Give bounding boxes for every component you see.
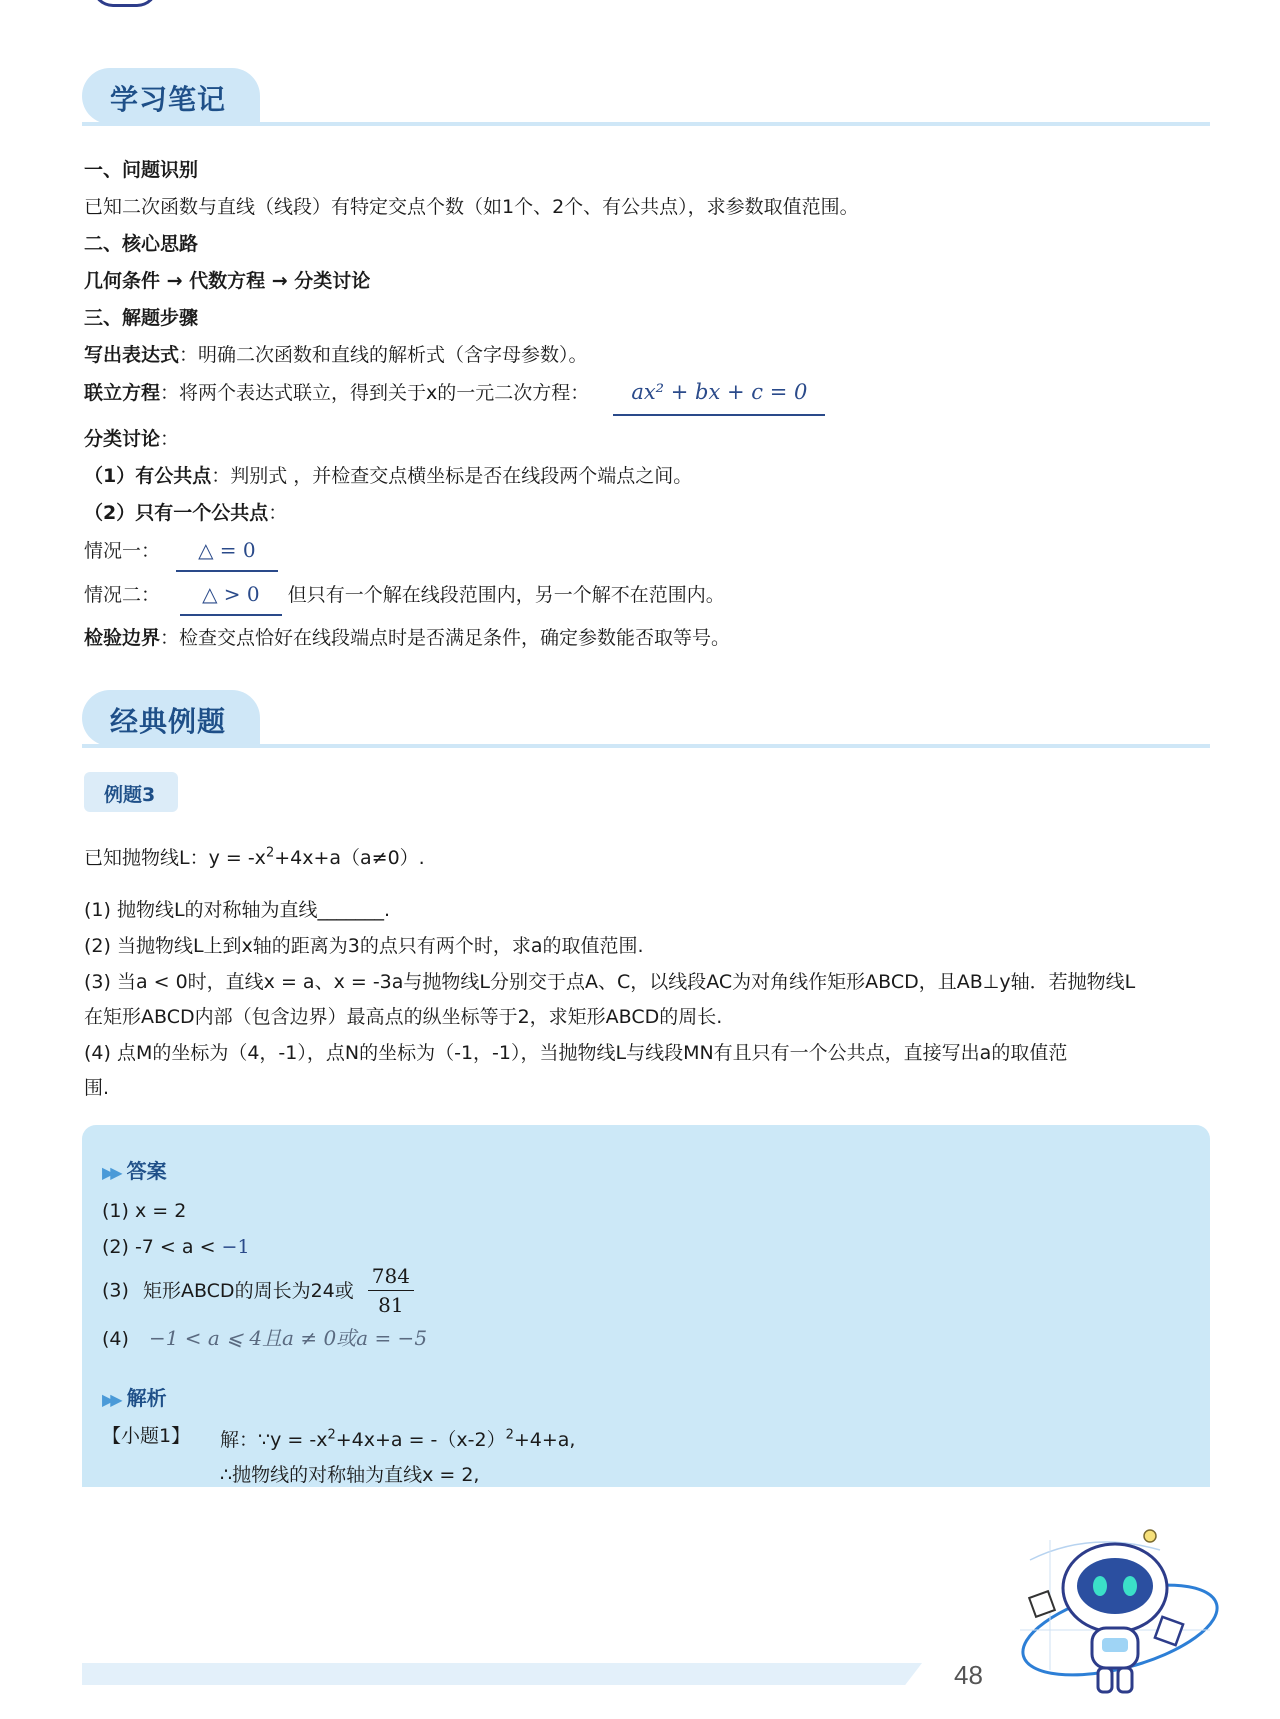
answer-3-text: 矩形ABCD的周长为24或: [142, 1279, 354, 1302]
solution-1-post: +4+a,: [513, 1429, 576, 1451]
step-4-text: ：检查交点恰好在线段端点时是否满足条件，确定参数能否取等号。: [160, 627, 731, 649]
case-2-prefix: （2）: [84, 502, 136, 524]
notes-section-title: 学习笔记: [110, 83, 227, 116]
analysis-heading: [102, 1382, 167, 1411]
answer-2-prefix: (2) -7 < a <: [102, 1236, 216, 1258]
step-1-label: 写出表达式: [84, 344, 180, 366]
notes-problem-text: 已知二次函数与直线（线段）有特定交点个数（如1个、2个、有公共点），求参数取值范围。: [84, 196, 859, 218]
case-2-colon: ：: [268, 502, 288, 524]
step-3-label: 分类讨论: [84, 428, 161, 450]
notes-heading-2: 二、核心思路: [84, 233, 199, 255]
question-3-line-2: 在矩形ABCD内部（包含边界）最高点的纵坐标等于2，求矩形ABCD的周长.: [84, 1006, 723, 1028]
top-decoration: [92, 0, 158, 7]
answer-4-prefix: (4): [102, 1328, 129, 1350]
question-1: (1) 抛物线L的对称轴为直线_______.: [84, 899, 391, 921]
stem-exponent: 2: [265, 845, 275, 861]
step-1-text: ：明确二次函数和直线的解析式（含字母参数）。: [179, 344, 588, 366]
step-4-label: 检验边界: [84, 627, 161, 649]
answer-3-prefix: (3): [102, 1279, 129, 1302]
situation-1-label: 情况一：: [84, 540, 161, 562]
solution-line-2: ∴抛物线的对称轴为直线x = 2,: [220, 1464, 480, 1486]
examples-section-title: 经典例题: [110, 705, 227, 738]
notes-case-1: [84, 462, 692, 490]
question-2: (2) 当抛物线L上到x轴的距离为3的点只有两个时，求a的取值范围.: [84, 935, 644, 957]
stem-pre: 已知抛物线L：y = -x: [84, 847, 266, 869]
footer-bar: [82, 1663, 922, 1685]
example-tag: 例题3: [104, 784, 156, 806]
answer-4: [102, 1324, 427, 1353]
solution-1-exp-1: 2: [327, 1427, 336, 1443]
step-2-label: 联立方程: [84, 382, 161, 404]
answer-3: [102, 1262, 414, 1318]
situation-2-text: 但只有一个解在线段范围内，另一个解不在范围内。: [287, 584, 725, 606]
question-4-line-1: (4) 点M的坐标为（4，-1），点N的坐标为（-1，-1），当抛物线L与线段MN有且只有一个公共点，直接写出a的取值范: [84, 1042, 1068, 1064]
notes-core-idea: 几何条件 → 代数方程 → 分类讨论: [84, 270, 371, 292]
notes-heading-3: 三、解题步骤: [84, 307, 199, 329]
answer-1: (1) x = 2: [102, 1200, 187, 1222]
stem-post: +4x+a（a≠0）.: [274, 847, 425, 869]
problem-stem: [84, 844, 425, 872]
case-1-label: 有公共点: [135, 465, 212, 487]
double-arrow-icon: ▶▶: [102, 1390, 119, 1409]
answer-heading-text: 答案: [126, 1159, 167, 1183]
answer-2: [102, 1233, 250, 1261]
solution-1-mid: +4x+a = -（x-2）: [335, 1429, 506, 1451]
situation-2-label: 情况二：: [84, 584, 161, 606]
notes-step-4: [84, 624, 730, 652]
situation-2-formula: △ > 0: [180, 580, 282, 616]
notes-step-1: [84, 341, 588, 369]
notes-situation-2: [84, 580, 725, 616]
notes-header-rule: [82, 122, 1210, 126]
step-2-formula: ax² + bx + c = 0: [613, 378, 825, 416]
question-4-line-2: 围.: [84, 1077, 110, 1099]
step-3-colon: ：: [160, 428, 180, 450]
fraction-denominator: 81: [378, 1293, 404, 1317]
analysis-heading-text: 解析: [126, 1386, 167, 1410]
notes-situation-1: [84, 536, 278, 572]
case-2-label: 只有一个公共点: [135, 502, 269, 524]
solution-line-1: [220, 1426, 575, 1454]
notes-step-2: [84, 378, 825, 416]
examples-header-rule: [82, 744, 1210, 748]
double-arrow-icon: ▶▶: [102, 1163, 119, 1182]
notes-case-2: [84, 499, 287, 527]
notes-heading-1: 一、问题识别: [84, 159, 199, 181]
answer-3-fraction: [368, 1262, 414, 1319]
fraction-numerator: 784: [368, 1262, 414, 1291]
robot-mascot-illustration: [1010, 1520, 1230, 1700]
case-1-prefix: （1）: [84, 465, 136, 487]
case-1-text: ：判别式 ，并检查交点横坐标是否在线段两个端点之间。: [211, 465, 693, 487]
notes-step-3: [84, 425, 179, 453]
solution-1-exp-2: 2: [505, 1427, 514, 1443]
question-3-line-1: (3) 当a < 0时，直线x = a、x = -3a与抛物线L分别交于点A、C，以线段AC为对角线作矩形ABCD，且AB⊥y轴．若抛物线L: [84, 971, 1136, 993]
situation-1-formula: △ = 0: [176, 536, 278, 572]
answer-4-math: −1 < a ⩽ 4且a ≠ 0或a = −5: [148, 1326, 428, 1350]
subquestion-label: 【小题1】: [102, 1425, 191, 1447]
step-2-text: ：将两个表达式联立，得到关于x的一元二次方程：: [160, 382, 590, 404]
answer-2-math: −1: [221, 1236, 250, 1258]
page-number: 48: [954, 1660, 983, 1690]
answer-heading: [102, 1155, 167, 1184]
solution-1-pre: 解：∵y = -x: [220, 1429, 328, 1451]
